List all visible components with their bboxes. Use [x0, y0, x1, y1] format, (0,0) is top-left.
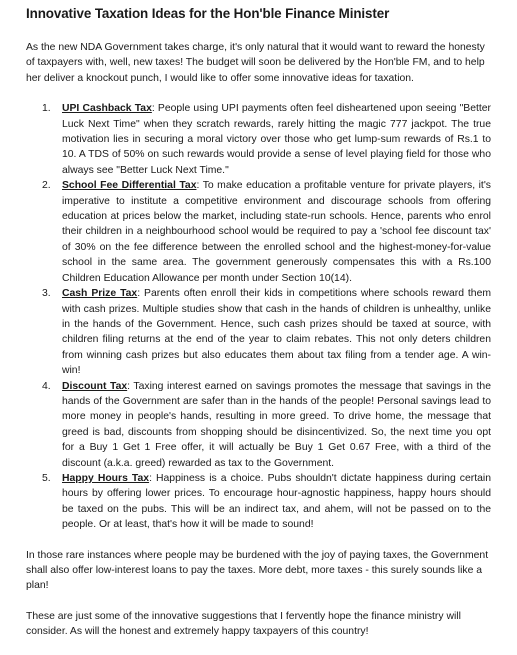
- intro-paragraph: As the new NDA Government takes charge, it's only natural that it would want to reward the honesty of taxpayers with, well, new taxes! The budget will soon be delivered by the Hon'ble FM, and to help her deliver a knockout punch, I would like to offer some innovative ideas for taxation.: [26, 42, 485, 84]
- list-item: [42, 286, 491, 378]
- list-item: [42, 178, 491, 286]
- tax-term: Discount Tax: [62, 380, 128, 392]
- tax-description: : Parents often enroll their kids in competitions where schools reward them with cash prizes. Multiple studies show that cash in the hands of children is unhealthy, unlike in the hands of the Government. Hence, such cash prizes should be taxed at source, with children filing returns at the end of the year to claim rebates. This not only deters children from winning cash prizes but also educates them about tax filing from a tender age. A win-win!: [62, 288, 491, 377]
- tax-description: : Happiness is a choice. Pubs shouldn't dictate happiness during certain hours by offering lower prices. To encourage hour-agnostic happiness, happy hours should be taxed on the pubs. This will be an indirect tax, and ahem, will not be passed on to the people. Or at least, that's how it will be made to sound!: [62, 472, 491, 531]
- document-title: Innovative Taxation Ideas for the Hon'ble Finance Minister: [26, 6, 390, 21]
- tax-ideas-list: [26, 101, 491, 532]
- list-number: 4.: [42, 380, 51, 392]
- loans-paragraph: In those rare instances where people may be burdened with the joy of paying taxes, the Government shall also offer low-interest loans to pay the taxes. More debt, more taxes - this surely sounds like a plan!: [26, 549, 489, 592]
- tax-term: School Fee Differential Tax: [62, 180, 197, 192]
- tax-description: : To make education a profitable venture for private players, it's imperative to institute a competitive environment and discourage schools from offering education at prices below the market, including state-run schools. Hence, parents who enrol their children in a neighbourhood school would be required to pay a 'school fee discount tax' of 30% on the fee difference between the enrolled school and the highest-money-for-value school in the same area. The government generously compensates this with a Rs.100 Children Education Allowance per month under Section 10(14).: [62, 180, 491, 284]
- list-item: [42, 379, 491, 471]
- closing-paragraph: These are just some of the innovative suggestions that I fervently hope the finance ministry will consider. As will the honest and extremely happy taxpayers of this country!: [26, 610, 461, 638]
- list-number: 2.: [42, 180, 51, 192]
- tax-description: : People using UPI payments often feel disheartened upon seeing "Better Luck Next Time" when they scratch rewards, rarely hitting the magic 777 jackpot. The true motivation lies in securing a moral victory over those who get lump-sum rewards of Rs.1 to 10. A TDS of 50% on such rewards would provide a sense of level playing field for those who always see "Better Luck Next Time.": [62, 103, 491, 176]
- tax-term: Cash Prize Tax: [62, 288, 138, 300]
- list-item: [42, 471, 491, 533]
- list-number: 1.: [42, 103, 51, 115]
- tax-term: Happy Hours Tax: [62, 472, 150, 484]
- list-item: [42, 101, 491, 178]
- tax-term: UPI Cashback Tax: [62, 103, 152, 115]
- tax-description: : Taxing interest earned on savings promotes the message that savings in the hands of the Government are safer than in the hands of the people! Personal savings lead to more money in people's hands, resulting in more greed. To drive home, the message that greed is bad, discounts from shopping should be disincentivized. So, the next time you opt for a Buy 1 Get 1 Free offer, it will actually be Buy 1 Get 0.67 Free, with a third of the discount (a.k.a. greed) rewarded as tax to the Government.: [62, 380, 491, 469]
- list-number: 3.: [42, 288, 51, 300]
- list-number: 5.: [42, 472, 51, 484]
